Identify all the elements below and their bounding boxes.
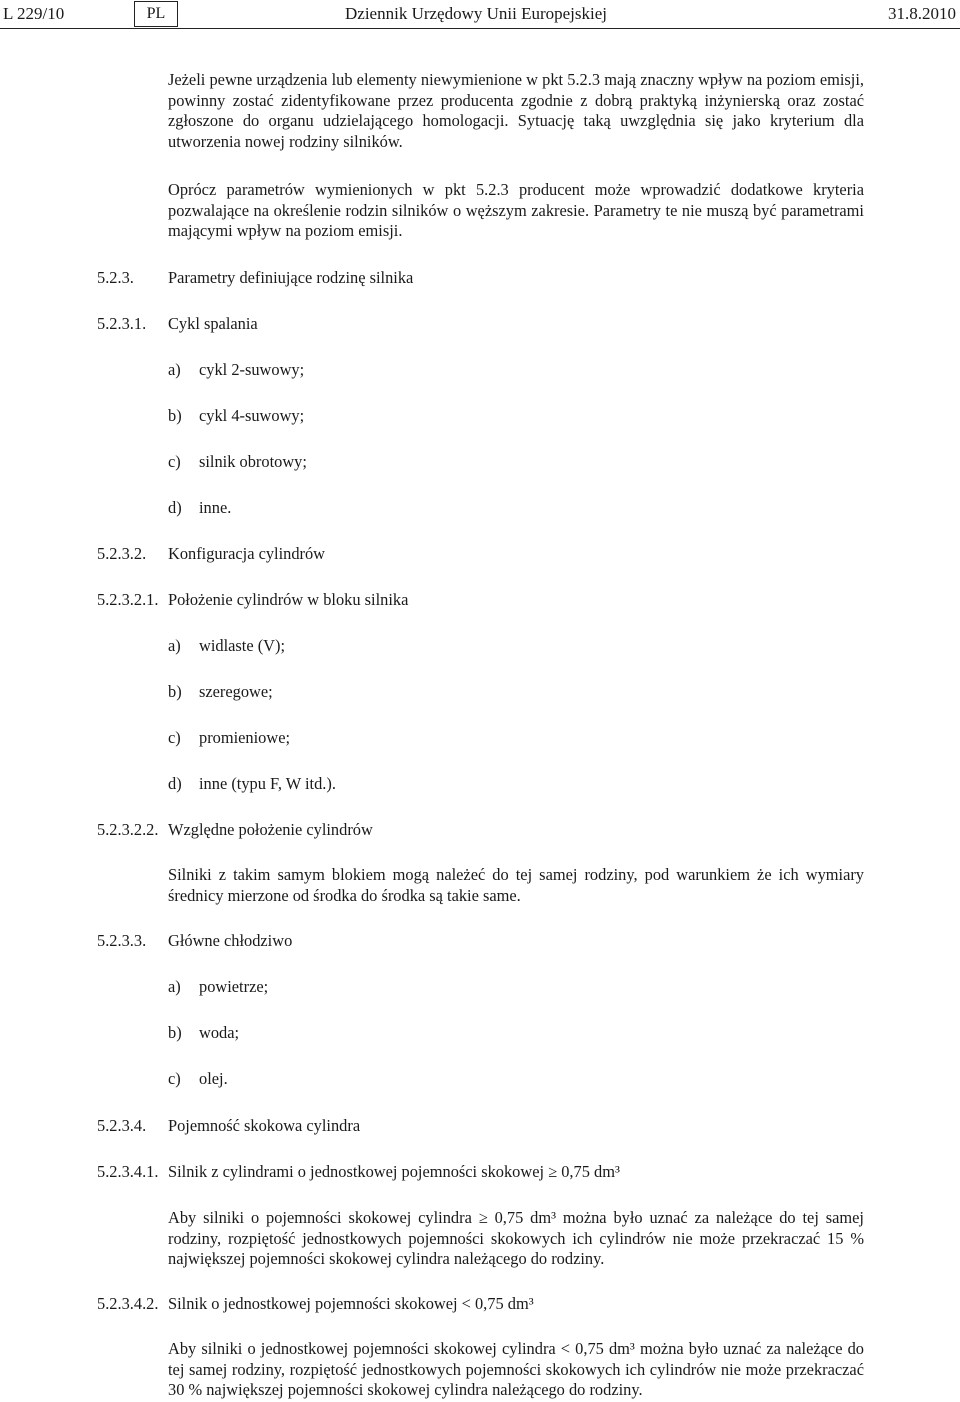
paragraph-additional-devices: Jeżeli pewne urządzenia lub elementy niewymienione w pkt 5.2.3 mają znaczny wpływ na poziom emisji, powinny zostać zidentyfikowane przez producenta zgodnie z dobrą praktyką inżynierską oraz zostać zgłoszone do organu udzielającego homologacji. Sytuację taką uwzględnia się jako kryterium dla utworzenia nowej rodziny silników. xyxy=(168,70,864,151)
section-heading-5-2-3-2: Konfiguracja cylindrów xyxy=(168,544,326,563)
list-item-text: promieniowe; xyxy=(199,728,291,747)
list-item-text: szeregowe; xyxy=(199,682,273,701)
list-item-label: c) xyxy=(168,728,181,747)
publication-date: 31.8.2010 xyxy=(888,4,956,23)
list-item-text: woda; xyxy=(199,1023,240,1042)
page-header xyxy=(0,0,960,30)
list-item-label: a) xyxy=(168,636,181,655)
section-heading-5-2-3-1: Cykl spalania xyxy=(168,314,258,333)
section-number-5-2-3-2: 5.2.3.2. xyxy=(97,544,147,563)
list-item-label: c) xyxy=(168,1069,181,1088)
list-item-text: cykl 4-suwowy; xyxy=(199,406,305,425)
paragraph-additional-criteria: Oprócz parametrów wymienionych w pkt 5.2.3 producent może wprowadzić dodatkowe kryteria pozwalające na określenie rodzin silników o węższym zakresie. Parametry te nie muszą być parametrami mającymi wpływ na poziom emisji. xyxy=(168,180,864,240)
list-item-label: d) xyxy=(168,774,182,793)
list-item-label: c) xyxy=(168,452,181,471)
section-number-5-2-3-3: 5.2.3.3. xyxy=(97,931,147,950)
section-number-5-2-3: 5.2.3. xyxy=(97,268,134,287)
list-item-text: cykl 2-suwowy; xyxy=(199,360,305,379)
section-number-5-2-3-4-1: 5.2.3.4.1. xyxy=(97,1162,159,1181)
section-heading-5-2-3-2-2: Względne położenie cylindrów xyxy=(168,820,373,839)
section-number-5-2-3-2-1: 5.2.3.2.1. xyxy=(97,590,159,609)
paragraph-large-displacement: Aby silniki o pojemności skokowej cylindra ≥ 0,75 dm³ można było uznać za należące do tej samej rodziny, rozpiętość jednostkowych pojemności skokowych ich cylindrów nie może przekraczać 15 % największej pojemności skokowej cylindra należącego do rodziny. xyxy=(168,1208,864,1268)
list-item-text: inne. xyxy=(199,498,232,517)
list-item-label: a) xyxy=(168,360,181,379)
list-item-text: silnik obrotowy; xyxy=(199,452,307,471)
paragraph-cylinder-position: Silniki z takim samym blokiem mogą należeć do tej samej rodziny, pod warunkiem że ich wymiary średnicy mierzone od środka do środka są takie same. xyxy=(168,865,864,905)
list-item-label: b) xyxy=(168,406,182,425)
list-item-text: powietrze; xyxy=(199,977,269,996)
section-heading-5-2-3-4-1: Silnik z cylindrami o jednostkowej pojemności skokowej ≥ 0,75 dm³ xyxy=(168,1162,620,1181)
list-item-label: a) xyxy=(168,977,181,996)
section-number-5-2-3-4: 5.2.3.4. xyxy=(97,1116,147,1135)
section-number-5-2-3-1: 5.2.3.1. xyxy=(97,314,147,333)
header-divider xyxy=(0,28,960,29)
section-heading-5-2-3-4: Pojemność skokowa cylindra xyxy=(168,1116,361,1135)
paragraph-small-displacement: Aby silniki o jednostkowej pojemności skokowej cylindra < 0,75 dm³ można było uznać za należące do tej samej rodziny, rozpiętość jednostkowych pojemności skokowych ich cylindrów nie może przekraczać 30 % największej pojemności skokowej cylindra należącego do rodziny. xyxy=(168,1339,864,1399)
section-heading-5-2-3-2-1: Położenie cylindrów w bloku silnika xyxy=(168,590,409,609)
list-item-label: d) xyxy=(168,498,182,517)
list-item-text: widlaste (V); xyxy=(199,636,286,655)
section-number-5-2-3-4-2: 5.2.3.4.2. xyxy=(97,1294,159,1313)
page-reference: L 229/10 xyxy=(3,4,65,23)
list-item-text: inne (typu F, W itd.). xyxy=(199,774,336,793)
section-heading-5-2-3: Parametry definiujące rodzinę silnika xyxy=(168,268,414,287)
list-item-label: b) xyxy=(168,1023,182,1042)
list-item-label: b) xyxy=(168,682,182,701)
section-heading-5-2-3-4-2: Silnik o jednostkowej pojemności skokowej < 0,75 dm³ xyxy=(168,1294,534,1313)
language-badge: PL xyxy=(134,1,178,27)
list-item-text: olej. xyxy=(199,1069,228,1088)
section-number-5-2-3-2-2: 5.2.3.2.2. xyxy=(97,820,159,839)
journal-title: Dziennik Urzędowy Unii Europejskiej xyxy=(345,4,608,23)
section-heading-5-2-3-3: Główne chłodziwo xyxy=(168,931,293,950)
